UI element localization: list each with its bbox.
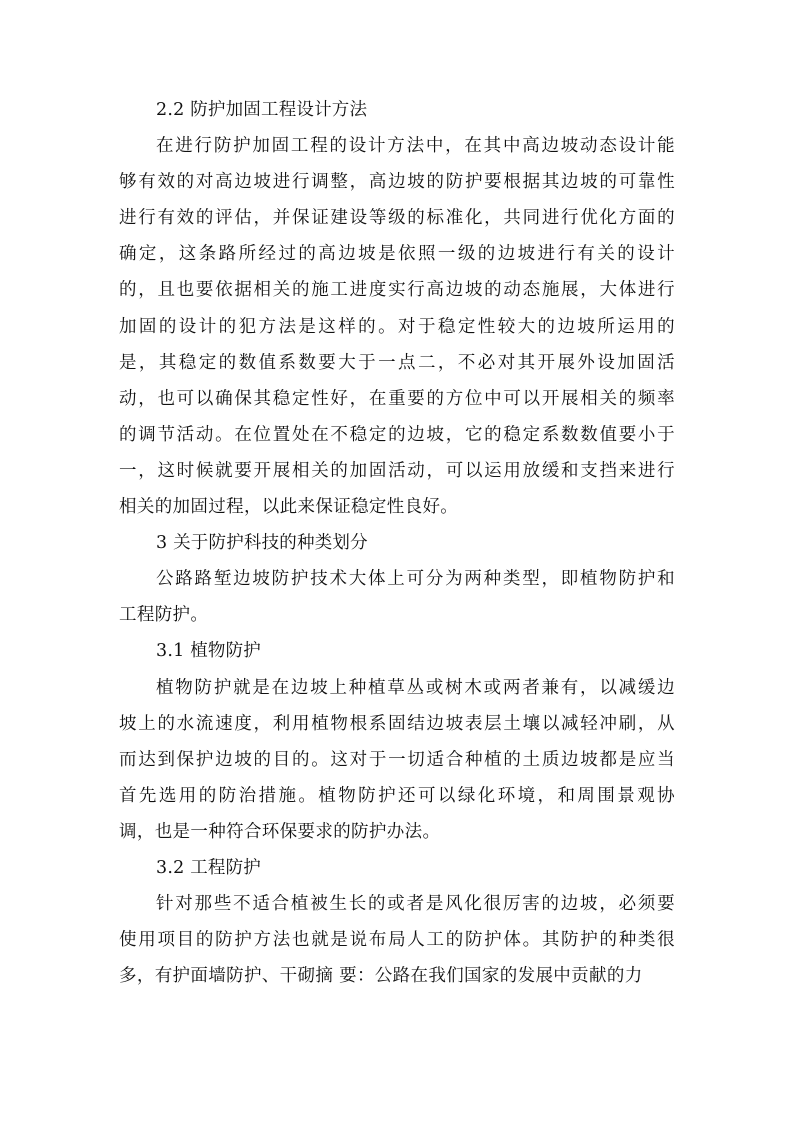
- paragraph-line: 一，这时候就要开展相关的加固活动，可以运用放缓和支挡来进行: [119, 460, 675, 481]
- heading-text: 3.1 植物防护: [156, 641, 261, 662]
- paragraph-line: 植物防护就是在边坡上种植草丛或树木或两者兼有，以减缓边: [156, 677, 675, 698]
- paragraph-line: 而达到保护边坡的目的。这对于一切适合种植的土质边坡都是应当: [119, 749, 675, 770]
- heading-text: 2.2 防护加固工程设计方法: [156, 100, 368, 120]
- body-paragraph: [119, 886, 675, 994]
- paragraph-line: 相关的加固过程，以此来保证稳定性良好。: [119, 497, 459, 518]
- document-body: [119, 92, 675, 994]
- paragraph-line: 针对那些不适合植被生长的或者是风化很厉害的边坡，必须要: [156, 894, 675, 915]
- paragraph-line: 多，有护面墙防护、干砌摘 要：公路在我们国家的发展中贡献的力: [119, 966, 643, 987]
- paragraph-line: 使用项目的防护方法也就是说布局人工的防护体。其防护的种类很: [119, 930, 675, 951]
- heading-text: 3 关于防护科技的种类划分: [156, 533, 368, 554]
- paragraph-line: 的调节活动。在位置处在不稳定的边坡，它的稳定系数数值要小于: [119, 424, 675, 445]
- body-paragraph: [119, 670, 675, 850]
- paragraph-line: 加固的设计的犯方法是这样的。对于稳定性较大的边坡所运用的: [119, 316, 675, 337]
- section-heading: [119, 850, 675, 886]
- paragraph-line: 的，且也要依据相关的施工进度实行高边坡的动态施展，大体进行: [119, 280, 675, 301]
- paragraph-line: 确定，这条路所经过的高边坡是依照一级的边坡进行有关的设计: [119, 244, 675, 265]
- heading-text: 3.2 工程防护: [156, 857, 261, 878]
- section-heading: [119, 92, 675, 128]
- section-heading: [119, 633, 675, 669]
- paragraph-line: 调，也是一种符合环保要求的防护办法。: [119, 821, 441, 842]
- section-heading: [119, 525, 675, 561]
- paragraph-line: 是，其稳定的数值系数要大于一点二，不必对其开展外设加固活: [119, 352, 675, 373]
- paragraph-line: 首先选用的防治措施。植物防护还可以绿化环境，和周围景观协: [119, 785, 675, 806]
- paragraph-line: 进行有效的评估，并保证建设等级的标准化，共同进行优化方面的: [119, 208, 675, 229]
- body-paragraph: [119, 561, 675, 633]
- paragraph-line: 工程防护。: [119, 605, 209, 626]
- paragraph-line: 公路路堑边坡防护技术大体上可分为两种类型，即植物防护和: [156, 569, 675, 590]
- paragraph-line: 够有效的对高边坡进行调整，高边坡的防护要根据其边坡的可靠性: [119, 172, 675, 193]
- paragraph-line: 动，也可以确保其稳定性好，在重要的方位中可以开展相关的频率: [119, 388, 675, 409]
- paragraph-line: 坡上的水流速度，利用植物根系固结边坡表层土壤以减轻冲刷，从: [119, 713, 675, 734]
- paragraph-line: 在进行防护加固工程的设计方法中，在其中高边坡动态设计能: [156, 136, 675, 157]
- body-paragraph: [119, 128, 675, 525]
